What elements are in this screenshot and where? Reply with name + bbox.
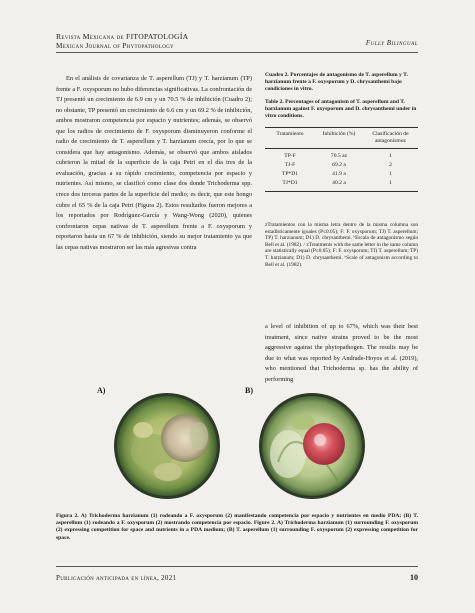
table-cell: 69.2 a — [332, 162, 346, 168]
table-row — [265, 179, 418, 188]
table-header-row — [265, 128, 418, 148]
figure-label-b: B) — [245, 386, 253, 395]
table-cell: 1 — [389, 180, 392, 186]
table-cell: 40.2 a — [332, 180, 346, 186]
table-cell: 1 — [389, 171, 392, 177]
footer-rule — [56, 566, 418, 567]
table-cell: 41.9 a — [332, 171, 346, 177]
figure-caption: Figura 2. A) Trichoderma harzianum (1) rodeando a F. oxysporum (2) manifestando competencia por espacio y nutrientes en medio PDA; (B) T. asperellum (1) rodeando a F. oxysporum (2) mostrando competencia por espacio. Figure 2. A) Trichoderma harzianum (1) surrounding F. oxysporum (2) expressing competition for space and nutrients in a PDA medium; (B) T. asperellum (1) surrounding F. oxysporum (2) expressing competition for space. — [56, 513, 418, 541]
right-column — [265, 322, 418, 385]
table-caption-es: Cuadro 2. Porcentajes de antagonismo de T. asperellum y T. harzianum frente a F. oxysporum y D. chrysanthemi bajo condiciones in vitro. — [265, 72, 408, 92]
left-paragraph: En el análisis de covarianza de T. asperellum (TJ) y T. harzianum (TP) frente a F. oxysporum no hubo diferencias significativas. La confrontación de TJ presentó un crecimiento de 6.9 cm y un 70.5 % de inhibición (Cuadro 2); no obstante, TP presentó un crecimiento de 6.6 cm y un 69.2 % de inhibición, ambos mostraron competencia por espacio y nutrientes; además, se observó que los radios de crecimiento de F. oxysporum disminuyeron conforme el radio de crecimiento de T. asperellum y T. harzianum crecía, por lo que se considera que hay antagonismo. Además, se observó que ambos aislados cubrieron la mitad de la superficie de la caja Petri en el día tres de la evaluación, gracias a su rápido crecimiento, competencia por espacio y nutrientes. Así mismo, se clasificó como clase dos donde Trichoderma spp. crece dos terceras partes de la superficie del medio; es decir, que este hongo cubre el 65 % de la caja Petri (Figura 2). Estos resultados fueron mejores a los reportados por Rodríguez-García y Wang-Wong (2020), quienes confrontaron cepas nativas de T. asperellum frente a F. oxysporum y reportaron hasta un 67 % de inhibición, siendo su mejor tratamiento ya que las cepas nativas mostraron ser las más agresivas contra — [56, 75, 252, 251]
table-cell: 2 — [389, 162, 392, 168]
table-cell: TJ*D1 — [282, 180, 298, 186]
journal-title-en: Mexican Journal of Phytopathology — [56, 42, 174, 50]
table-row — [265, 170, 418, 179]
footer-publication-note: Publicación anticipada en línea, 2021 — [56, 574, 177, 582]
right-paragraph: a level of inhibition of up to 67%, which was their best treatment, since native strains proved to be the most aggressive against the phytopathogen. The results may be due to what was reported by Andrade-Hoyos et al. (2019), who mentioned that Trichoderma sp. has the ability of performing — [265, 323, 418, 383]
table-caption-en: Table 2. Percentages of antagonism of T. asperellum and T. harzianum against F. oxysporum and D. chrysanthemi under in vitro conditions. — [265, 99, 417, 119]
table-row — [265, 161, 418, 170]
table-cell: TP*D1 — [281, 171, 299, 177]
table-cell: TJ-F — [284, 162, 296, 168]
column-header: Inhibición (%) — [322, 131, 356, 137]
results-table — [265, 127, 418, 192]
column-header: Clasificación de antagonismoᴢ — [372, 131, 409, 144]
table-cell: TP-F — [284, 153, 296, 159]
section-label: Fully Bilingual — [365, 39, 418, 47]
table-cell: 1 — [389, 153, 392, 159]
table-notes: ᴢTratamientos con la misma letra dentro de la misma columna son estadísticamente iguales (P≤0.05); F: F. oxysporum; TJ) T. asperellum; TP) T. harzianum; D1) D. chrysanthemi. ᵇEscala de antagonismo según Bell et al. (1982). / ᴢTreatments with the same letter in the same column are statistically equal (P≤0.05); F: F. oxysporum; TJ) T. asperellum; TP) T. harzianum; D1) D. chrysanthemi. ᵇScale of antagonism according to Bell et al. (1982). — [265, 222, 418, 268]
table-bottom-rule — [265, 191, 418, 192]
petri-dish-b-image — [258, 392, 366, 500]
figure-label-a: A) — [97, 386, 106, 395]
left-column — [56, 74, 252, 253]
page-number: 10 — [410, 573, 418, 582]
column-header: Tratamiento — [276, 131, 304, 137]
table-row — [265, 152, 418, 161]
petri-dish-a-image — [113, 392, 221, 500]
header-rule — [56, 52, 418, 53]
table-cell: 70.5 aᴢ — [330, 153, 348, 159]
journal-title-es: Revista Mexicana de FITOPATOLOGÍA — [56, 32, 189, 41]
